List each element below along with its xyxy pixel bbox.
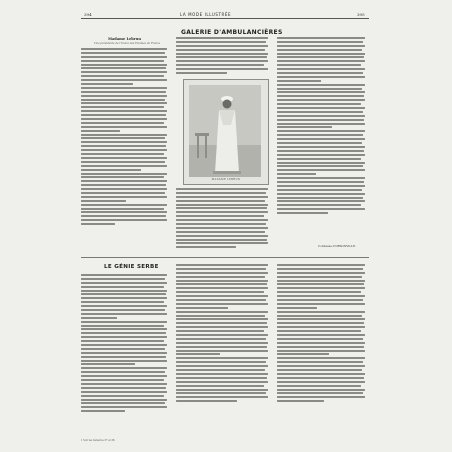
serbe-footnote: 1 Voir les numéros 37 et 38.	[81, 439, 116, 442]
subheading-lebrun: Madame Lebrun	[108, 37, 141, 41]
signature-galerie: Comtesse d'ORSONVILLE.	[318, 244, 357, 248]
header-rule	[81, 18, 369, 19]
article-title-serbe: LE GÉNIE SERBE	[104, 264, 159, 270]
page-number-left: 394	[84, 12, 92, 17]
serbe-text-col-left	[81, 274, 167, 444]
ambulanciere-photo	[183, 79, 269, 185]
serbe-text-col-right	[277, 264, 365, 444]
article-text-col-middle-bottom	[176, 188, 268, 254]
article-text-col-left	[81, 48, 167, 254]
article-text-col-right	[277, 37, 365, 242]
section-divider	[81, 257, 369, 258]
nurse-figure-image	[189, 85, 261, 177]
magazine-title: LA MODE ILLUSTRÉE	[180, 12, 232, 17]
byline-lebrun: Vice-présidente de l'Union des Femmes de France	[94, 42, 161, 45]
article-title-galerie: GALERIE D'AMBULANCIÈRES	[181, 29, 283, 36]
page-number-right: 395	[357, 12, 365, 17]
article-text-col-middle-top	[176, 37, 268, 77]
photo-caption: MADAME LEBRUN	[211, 178, 241, 181]
serbe-text-col-middle	[176, 264, 268, 444]
